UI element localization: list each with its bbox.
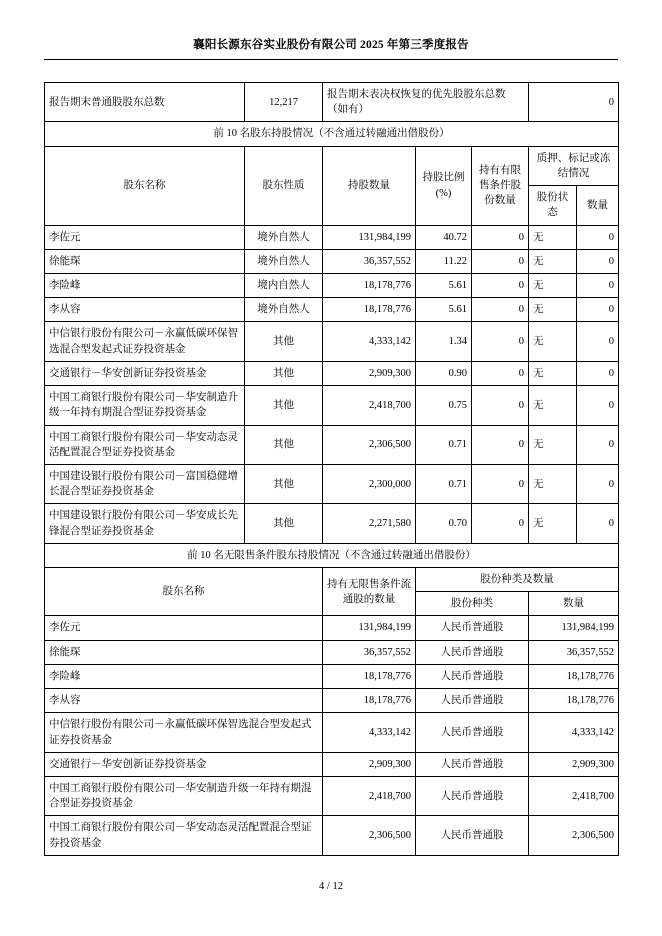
- table-row: [45, 752, 619, 776]
- cell-pledge-status: 无: [529, 386, 577, 425]
- cell-restricted: 0: [472, 249, 529, 273]
- cell-pledge-status: 无: [529, 361, 577, 385]
- cell-share-amount: 4,333,142: [529, 713, 619, 752]
- cell-ratio: 0.70: [416, 504, 472, 543]
- cell-restricted: 0: [472, 322, 529, 361]
- table-row: [45, 225, 619, 249]
- cell-name: 李从容: [45, 689, 323, 713]
- cell-restricted: 0: [472, 361, 529, 385]
- cell-name: 中国工商银行股份有限公司－华安制造升级一年持有期混合型证券投资基金: [45, 386, 245, 425]
- table-row: [45, 543, 619, 567]
- cell-name: 中信银行股份有限公司－永赢低碳环保智选混合型发起式证券投资基金: [45, 322, 245, 361]
- cell-share-amount: 2,306,500: [529, 816, 619, 855]
- cell-name: 中国建设银行股份有限公司－华安成长先锋混合型证券投资基金: [45, 504, 245, 543]
- cell-held: 18,178,776: [323, 664, 416, 688]
- table-row: [45, 664, 619, 688]
- cell-ratio: 0.71: [416, 464, 472, 503]
- cell-ratio: 5.61: [416, 298, 472, 322]
- header-divider: [44, 59, 618, 60]
- cell-restricted: 0: [472, 386, 529, 425]
- cell-shares: 36,357,552: [323, 249, 416, 273]
- cell-shares: 2,418,700: [323, 386, 416, 425]
- table-row: [45, 464, 619, 503]
- value-preferred-shareholders: 0: [529, 83, 619, 122]
- cell-nature: 其他: [245, 504, 323, 543]
- cell-name: 李佐元: [45, 225, 245, 249]
- th-shareholder-nature: 股东性质: [245, 146, 323, 225]
- cell-nature: 境外自然人: [245, 225, 323, 249]
- cell-share-amount: 18,178,776: [529, 689, 619, 713]
- cell-shares: 18,178,776: [323, 298, 416, 322]
- cell-restricted: 0: [472, 464, 529, 503]
- cell-pledge-amount: 0: [577, 273, 619, 297]
- cell-name: 中国建设银行股份有限公司－富国稳健增长混合型证券投资基金: [45, 464, 245, 503]
- cell-share-amount: 2,418,700: [529, 777, 619, 816]
- table-header-row: [45, 146, 619, 185]
- cell-shares: 2,909,300: [323, 361, 416, 385]
- cell-share-type: 人民币普通股: [416, 640, 529, 664]
- unrestricted-band-title: 前 10 名无限售条件股东持股情况（不含通过转融通出借股份）: [45, 543, 619, 567]
- cell-pledge-status: 无: [529, 273, 577, 297]
- cell-pledge-amount: 0: [577, 225, 619, 249]
- cell-shares: 131,984,199: [323, 225, 416, 249]
- value-total-common-shareholders: 12,217: [245, 83, 323, 122]
- table-row: [45, 689, 619, 713]
- cell-restricted: 0: [472, 298, 529, 322]
- cell-shares: 2,306,500: [323, 425, 416, 464]
- cell-share-type: 人民币普通股: [416, 616, 529, 640]
- cell-name: 李险峰: [45, 664, 323, 688]
- cell-share-amount: 131,984,199: [529, 616, 619, 640]
- label-total-common-shareholders: 报告期末普通股股东总数: [45, 83, 245, 122]
- cell-shares: 18,178,776: [323, 273, 416, 297]
- table-row: [45, 122, 619, 146]
- page-title: 襄阳长源东谷实业股份有限公司 2025 年第三季度报告: [193, 39, 469, 51]
- th-unrestricted-name: 股东名称: [45, 568, 323, 616]
- cell-pledge-status: 无: [529, 249, 577, 273]
- th-pledge-amount: 数量: [577, 186, 619, 225]
- cell-pledge-amount: 0: [577, 322, 619, 361]
- cell-pledge-amount: 0: [577, 464, 619, 503]
- table-row: [45, 616, 619, 640]
- cell-name: 中信银行股份有限公司－永赢低碳环保智选混合型发起式证券投资基金: [45, 713, 323, 752]
- cell-ratio: 0.90: [416, 361, 472, 385]
- th-shareholder-name: 股东名称: [45, 146, 245, 225]
- cell-pledge-amount: 0: [577, 386, 619, 425]
- table-header-row: [45, 568, 619, 592]
- cell-name: 李从容: [45, 298, 245, 322]
- table-row: [45, 425, 619, 464]
- cell-share-type: 人民币普通股: [416, 752, 529, 776]
- cell-name: 徐能琛: [45, 640, 323, 664]
- table-row: [45, 816, 619, 855]
- cell-share-type: 人民币普通股: [416, 664, 529, 688]
- cell-name: 中国工商银行股份有限公司－华安动态灵活配置混合型证券投资基金: [45, 816, 323, 855]
- table-row: [45, 713, 619, 752]
- cell-nature: 其他: [245, 322, 323, 361]
- table-row: [45, 504, 619, 543]
- shareholder-tables: [44, 82, 619, 856]
- cell-name: 交通银行－华安创新证券投资基金: [45, 361, 245, 385]
- table-row: [45, 386, 619, 425]
- cell-ratio: 0.75: [416, 386, 472, 425]
- cell-held: 18,178,776: [323, 689, 416, 713]
- cell-name: 李佐元: [45, 616, 323, 640]
- cell-ratio: 11.22: [416, 249, 472, 273]
- cell-pledge-amount: 0: [577, 425, 619, 464]
- cell-name: 交通银行－华安创新证券投资基金: [45, 752, 323, 776]
- cell-restricted: 0: [472, 504, 529, 543]
- cell-name: 中国工商银行股份有限公司－华安制造升级一年持有期混合型证券投资基金: [45, 777, 323, 816]
- cell-ratio: 5.61: [416, 273, 472, 297]
- cell-pledge-amount: 0: [577, 249, 619, 273]
- cell-nature: 其他: [245, 386, 323, 425]
- cell-held: 131,984,199: [323, 616, 416, 640]
- cell-share-type: 人民币普通股: [416, 816, 529, 855]
- cell-name: 李险峰: [45, 273, 245, 297]
- cell-ratio: 0.71: [416, 425, 472, 464]
- table-row: [45, 640, 619, 664]
- cell-nature: 其他: [245, 425, 323, 464]
- cell-held: 4,333,142: [323, 713, 416, 752]
- table-row: [45, 322, 619, 361]
- cell-pledge-amount: 0: [577, 298, 619, 322]
- cell-pledge-status: 无: [529, 322, 577, 361]
- cell-pledge-status: 无: [529, 464, 577, 503]
- cell-held: 2,418,700: [323, 777, 416, 816]
- cell-share-amount: 36,357,552: [529, 640, 619, 664]
- th-shares-held: 持股数量: [323, 146, 416, 225]
- table-row: [45, 298, 619, 322]
- cell-shares: 2,271,580: [323, 504, 416, 543]
- cell-held: 2,306,500: [323, 816, 416, 855]
- page-number: 4 / 12: [319, 881, 343, 892]
- th-holding-ratio: 持股比例(%): [416, 146, 472, 225]
- top10-band-title: 前 10 名股东持股情况（不含通过转融通出借股份）: [45, 122, 619, 146]
- cell-shares: 4,333,142: [323, 322, 416, 361]
- cell-pledge-amount: 0: [577, 361, 619, 385]
- cell-held: 36,357,552: [323, 640, 416, 664]
- cell-nature: 境外自然人: [245, 298, 323, 322]
- th-share-type: 股份种类: [416, 592, 529, 616]
- cell-pledge-status: 无: [529, 504, 577, 543]
- cell-name: 徐能琛: [45, 249, 245, 273]
- cell-name: 中国工商银行股份有限公司－华安动态灵活配置混合型证券投资基金: [45, 425, 245, 464]
- cell-pledge-status: 无: [529, 225, 577, 249]
- cell-share-type: 人民币普通股: [416, 689, 529, 713]
- cell-ratio: 40.72: [416, 225, 472, 249]
- cell-held: 2,909,300: [323, 752, 416, 776]
- table-row: [45, 361, 619, 385]
- cell-share-amount: 2,909,300: [529, 752, 619, 776]
- th-share-type-group: 股份种类及数量: [416, 568, 619, 592]
- cell-share-amount: 18,178,776: [529, 664, 619, 688]
- table-row: [45, 249, 619, 273]
- cell-restricted: 0: [472, 425, 529, 464]
- table-row: [45, 273, 619, 297]
- th-pledge-group: 质押、标记或冻结情况: [529, 146, 619, 185]
- cell-share-type: 人民币普通股: [416, 777, 529, 816]
- table-row: [45, 83, 619, 122]
- label-preferred-shareholders: 报告期末表决权恢复的优先股股东总数（如有）: [323, 83, 529, 122]
- th-pledge-status: 股份状态: [529, 186, 577, 225]
- table-row: [45, 777, 619, 816]
- th-unrestricted-held: 持有无限售条件流通股的数量: [323, 568, 416, 616]
- cell-pledge-amount: 0: [577, 504, 619, 543]
- cell-shares: 2,300,000: [323, 464, 416, 503]
- cell-ratio: 1.34: [416, 322, 472, 361]
- th-restricted-shares: 持有有限售条件股份数量: [472, 146, 529, 225]
- cell-restricted: 0: [472, 225, 529, 249]
- cell-pledge-status: 无: [529, 298, 577, 322]
- cell-nature: 境外自然人: [245, 249, 323, 273]
- cell-share-type: 人民币普通股: [416, 713, 529, 752]
- th-share-amount: 数量: [529, 592, 619, 616]
- cell-nature: 境内自然人: [245, 273, 323, 297]
- cell-restricted: 0: [472, 273, 529, 297]
- cell-nature: 其他: [245, 361, 323, 385]
- cell-pledge-status: 无: [529, 425, 577, 464]
- cell-nature: 其他: [245, 464, 323, 503]
